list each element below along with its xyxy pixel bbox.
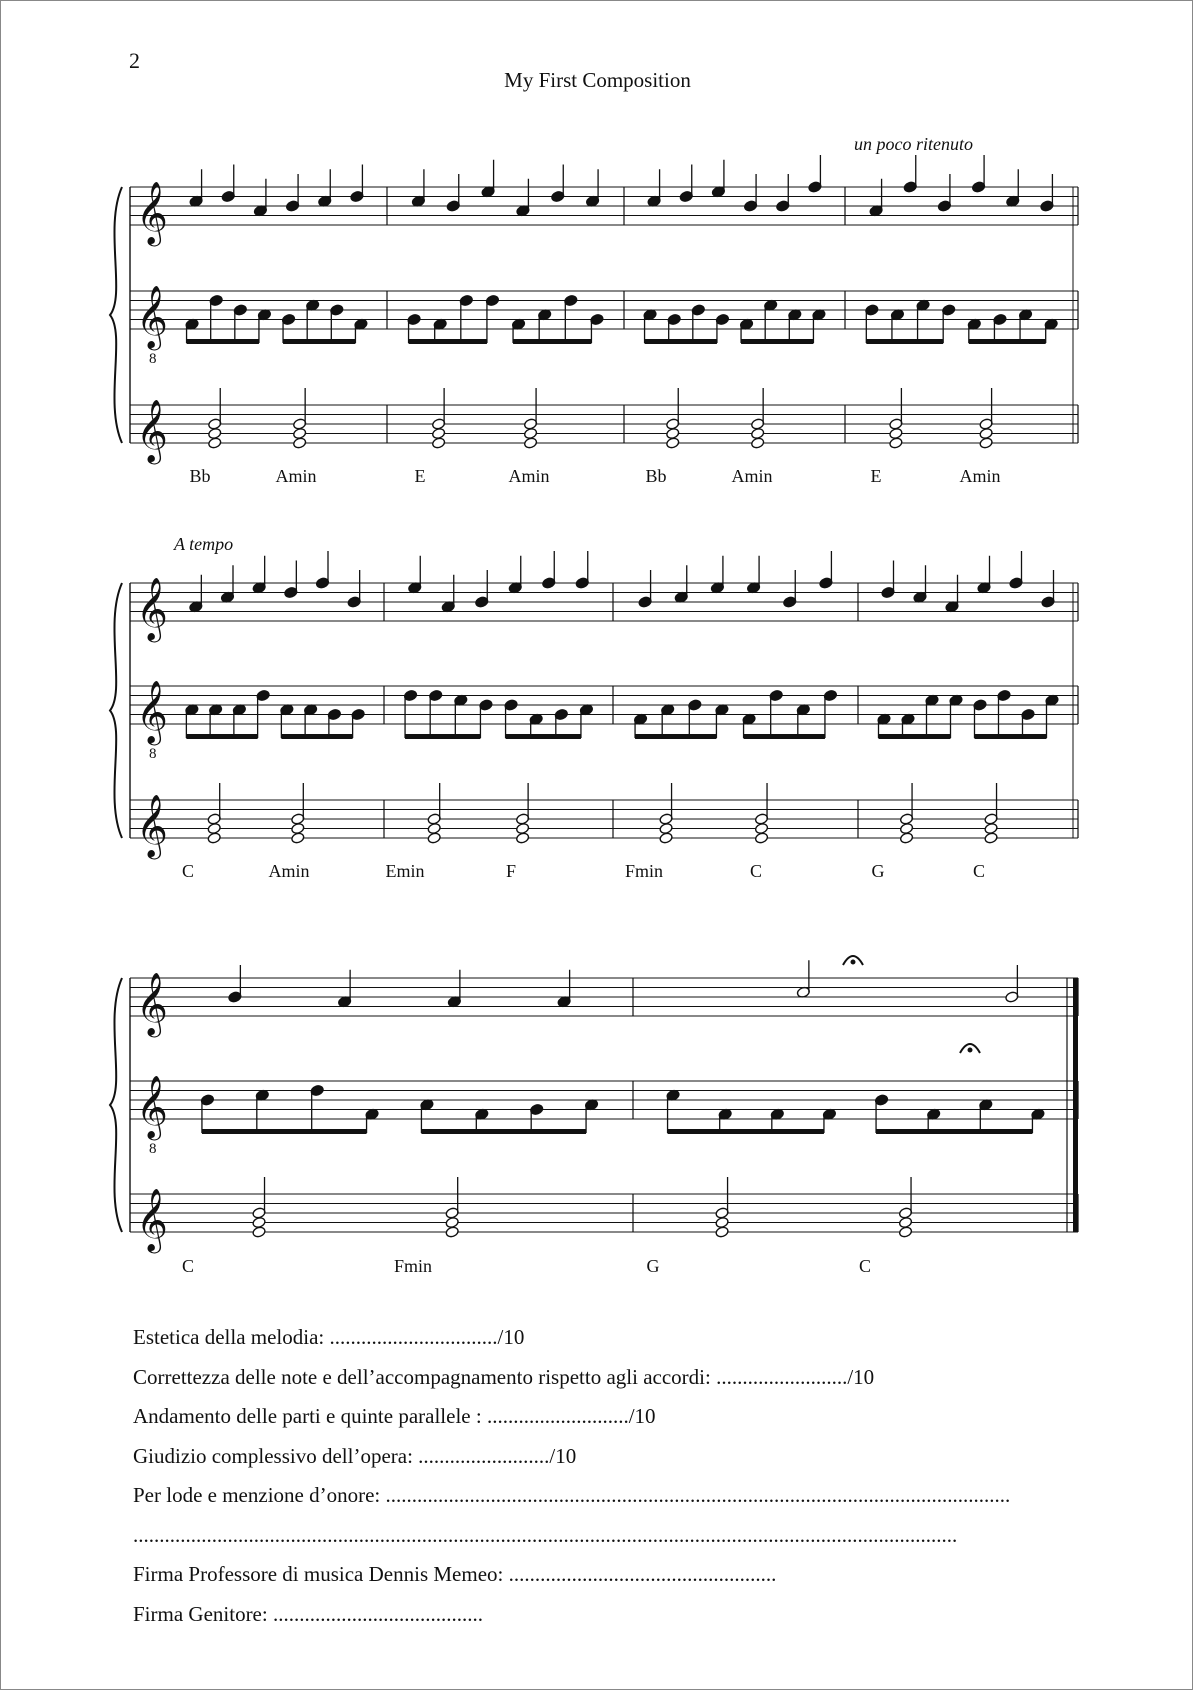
beam bbox=[513, 339, 591, 344]
form-line-overall: Giudizio complessivo dell’opera: ........................./10 bbox=[133, 1443, 577, 1468]
form-line-teacher-signature: Firma Professore di musica Dennis Memeo: ................................................... bbox=[133, 1562, 777, 1586]
form-line-honors: Per lode e menzione d’onore: ....................................................................................................................... bbox=[133, 1483, 1011, 1507]
chord-symbol: Amin bbox=[959, 466, 1001, 486]
final-barline bbox=[1073, 978, 1078, 1232]
beam bbox=[741, 339, 813, 344]
system-brace bbox=[110, 978, 122, 1232]
treble-clef-icon: 𝄞 bbox=[136, 972, 168, 1035]
beam bbox=[744, 734, 825, 739]
beam bbox=[202, 1129, 367, 1134]
fermata-dot bbox=[968, 1048, 972, 1052]
chord-symbol: G bbox=[871, 861, 885, 881]
beam bbox=[866, 339, 943, 344]
beam bbox=[876, 1129, 1032, 1134]
evaluation-form bbox=[133, 1318, 1010, 1634]
chord-symbol: Amin bbox=[508, 466, 550, 486]
beam bbox=[969, 339, 1046, 344]
chord-symbol: C bbox=[972, 861, 986, 881]
beam bbox=[975, 734, 1047, 739]
beam bbox=[405, 734, 480, 739]
chord-symbol: Bb bbox=[645, 466, 667, 486]
tempo-mark-a-tempo: A tempo bbox=[174, 534, 234, 554]
treble-clef-icon: 𝄞 bbox=[136, 680, 168, 743]
form-line-voice-leading: Andamento delle parti e quinte parallele : .........................../10 bbox=[133, 1404, 656, 1428]
chord-symbol: Amin bbox=[268, 861, 310, 881]
treble-clef-icon: 𝄞 bbox=[136, 285, 168, 348]
chord-symbol: Amin bbox=[731, 466, 773, 486]
beam bbox=[645, 339, 717, 344]
beam bbox=[409, 339, 487, 344]
beam bbox=[506, 734, 581, 739]
chord-symbol: Fmin bbox=[393, 1256, 433, 1276]
form-line-parent-signature: Firma Genitore: ........................................ bbox=[133, 1601, 483, 1626]
treble-clef-icon: 𝄞 bbox=[136, 1075, 168, 1138]
fermata-dot bbox=[851, 960, 855, 964]
treble-clef-icon: 𝄞 bbox=[136, 1188, 168, 1251]
chord-symbol: Emin bbox=[385, 861, 425, 881]
beam bbox=[281, 734, 352, 739]
tempo-mark-ritenuto: un poco ritenuto bbox=[854, 134, 973, 154]
treble-clef-icon: 𝄞 bbox=[136, 181, 168, 244]
treble-clef-icon: 𝄞 bbox=[136, 794, 168, 857]
chord-symbol: Bb bbox=[189, 466, 211, 486]
beam bbox=[187, 339, 259, 344]
beam bbox=[668, 1129, 824, 1134]
system-brace bbox=[110, 187, 122, 443]
chord-symbol: F bbox=[505, 861, 517, 881]
chord-symbol: E bbox=[414, 466, 426, 486]
form-line-melody: Estetica della melodia: ................................/10 bbox=[133, 1325, 525, 1349]
beam bbox=[186, 734, 257, 739]
beam bbox=[635, 734, 716, 739]
octave-marker: 8 bbox=[149, 351, 157, 367]
octave-marker: 8 bbox=[149, 746, 157, 762]
beam bbox=[283, 339, 355, 344]
octave-marker: 8 bbox=[149, 1141, 157, 1157]
chord-symbol: E bbox=[870, 466, 882, 486]
treble-clef-icon: 𝄞 bbox=[136, 399, 168, 462]
chord-symbol: C bbox=[858, 1256, 872, 1276]
system-brace bbox=[110, 583, 122, 838]
chord-symbol: Fmin bbox=[624, 861, 664, 881]
page-number: 2 bbox=[129, 48, 140, 73]
composition-title: My First Composition bbox=[504, 68, 691, 92]
chord-symbol: C bbox=[181, 1256, 195, 1276]
beam bbox=[421, 1129, 586, 1134]
chord-symbol: C bbox=[749, 861, 763, 881]
treble-clef-icon: 𝄞 bbox=[136, 577, 168, 640]
chord-symbol: G bbox=[646, 1256, 660, 1276]
form-line-notes: Correttezza delle note e dell’accompagnamento rispetto agli accordi: ........................./10 bbox=[133, 1364, 875, 1389]
chord-symbol: Amin bbox=[275, 466, 317, 486]
chord-symbol: C bbox=[181, 861, 195, 881]
beam bbox=[879, 734, 951, 739]
form-line-honors-continued: ............................................................................................................................................................. bbox=[133, 1522, 958, 1547]
